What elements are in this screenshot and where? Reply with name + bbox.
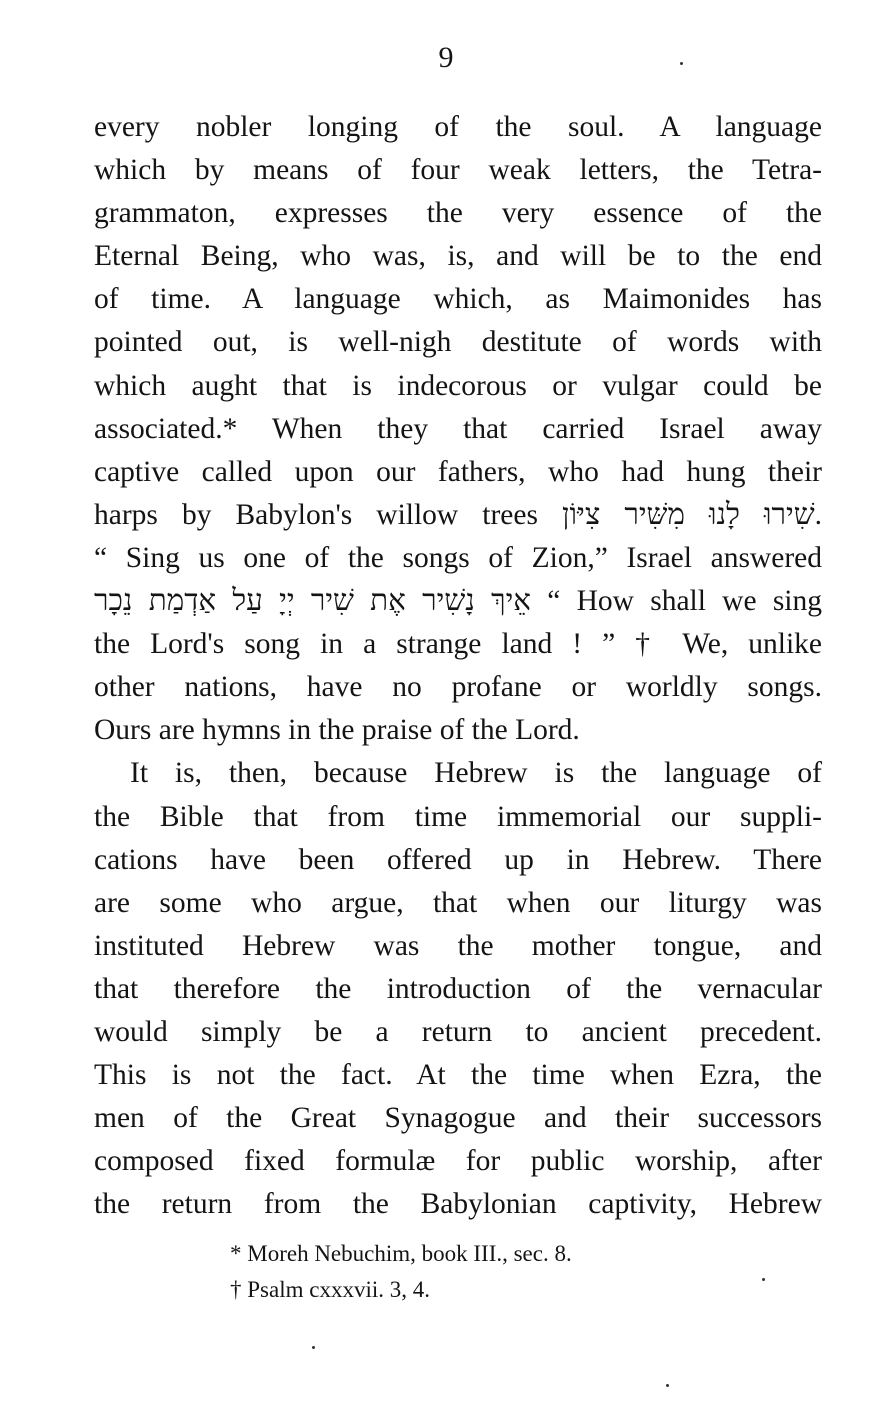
- text-line: It is, then, because Hebrew is the language of: [130, 757, 822, 790]
- print-speck: [762, 1278, 765, 1281]
- text-line: men of the Great Synagogue and their successors: [94, 1102, 822, 1135]
- text-line: which aught that is indecorous or vulgar could be: [94, 369, 822, 402]
- text-line: would simply be a return to ancient precedent.: [94, 1015, 822, 1048]
- text-line: are some who argue, that when our liturgy was: [94, 886, 822, 919]
- text-line: other nations, have no profane or worldly songs.: [94, 671, 822, 704]
- text-line: pointed out, is well-nigh destitute of words with: [94, 326, 822, 359]
- text-line: Ours are hymns in the praise of the Lord.: [94, 714, 580, 747]
- text-line: “ Sing us one of the songs of Zion,” Israel answered: [94, 541, 822, 574]
- text-line: Eternal Being, who was, is, and will be to the end: [94, 240, 822, 273]
- text-line: cations have been offered up in Hebrew. There: [94, 843, 822, 876]
- footnote-1: * Moreh Nebuchim, book III., sec. 8.: [230, 1241, 572, 1266]
- print-speck: [312, 1346, 315, 1349]
- text-line: grammaton, expresses the very essence of the: [94, 197, 822, 230]
- text-line: the return from the Babylonian captivity, Hebrew: [94, 1188, 822, 1221]
- print-speck: [680, 62, 683, 65]
- text-line: every nobler longing of the soul. A language: [94, 111, 822, 143]
- text-line: This is not the fact. At the time when Ezra, the: [94, 1059, 822, 1092]
- text-line: captive called upon our fathers, who had hung their: [94, 455, 822, 488]
- text-line-with-hebrew: harps by Babylon's willow trees שִׁירוּ לָנוּ מִשִּׁיר צִיּוֹן.: [94, 498, 822, 531]
- text-line: the Bible that from time immemorial our suppli-: [94, 800, 822, 833]
- paragraph-1: [94, 106, 822, 752]
- print-speck: [666, 1384, 669, 1387]
- body-text: [94, 106, 822, 1226]
- text-line-with-hebrew: אֵיךְ נָשִׁיר אֶת שִׁיר יְיָ עַל אַדְמַת נֵכָר “ How shall we sing: [94, 585, 822, 618]
- text-line: composed fixed formulæ for public worship, after: [94, 1145, 822, 1178]
- page-number: 9: [438, 41, 454, 74]
- paragraph-2: [94, 752, 822, 1226]
- footnotes: [230, 1236, 790, 1308]
- text-line: associated.* When they that carried Israel away: [94, 412, 822, 445]
- text-line: instituted Hebrew was the mother tongue, and: [94, 929, 822, 962]
- text-line: of time. A language which, as Maimonides has: [94, 283, 822, 316]
- text-line: the Lord's song in a strange land ! ” † We, unlike: [94, 628, 822, 661]
- text-line: that therefore the introduction of the vernacular: [94, 972, 822, 1005]
- footnote-2: † Psalm cxxxvii. 3, 4.: [230, 1277, 430, 1302]
- text-line: which by means of four weak letters, the Tetra-: [94, 154, 822, 187]
